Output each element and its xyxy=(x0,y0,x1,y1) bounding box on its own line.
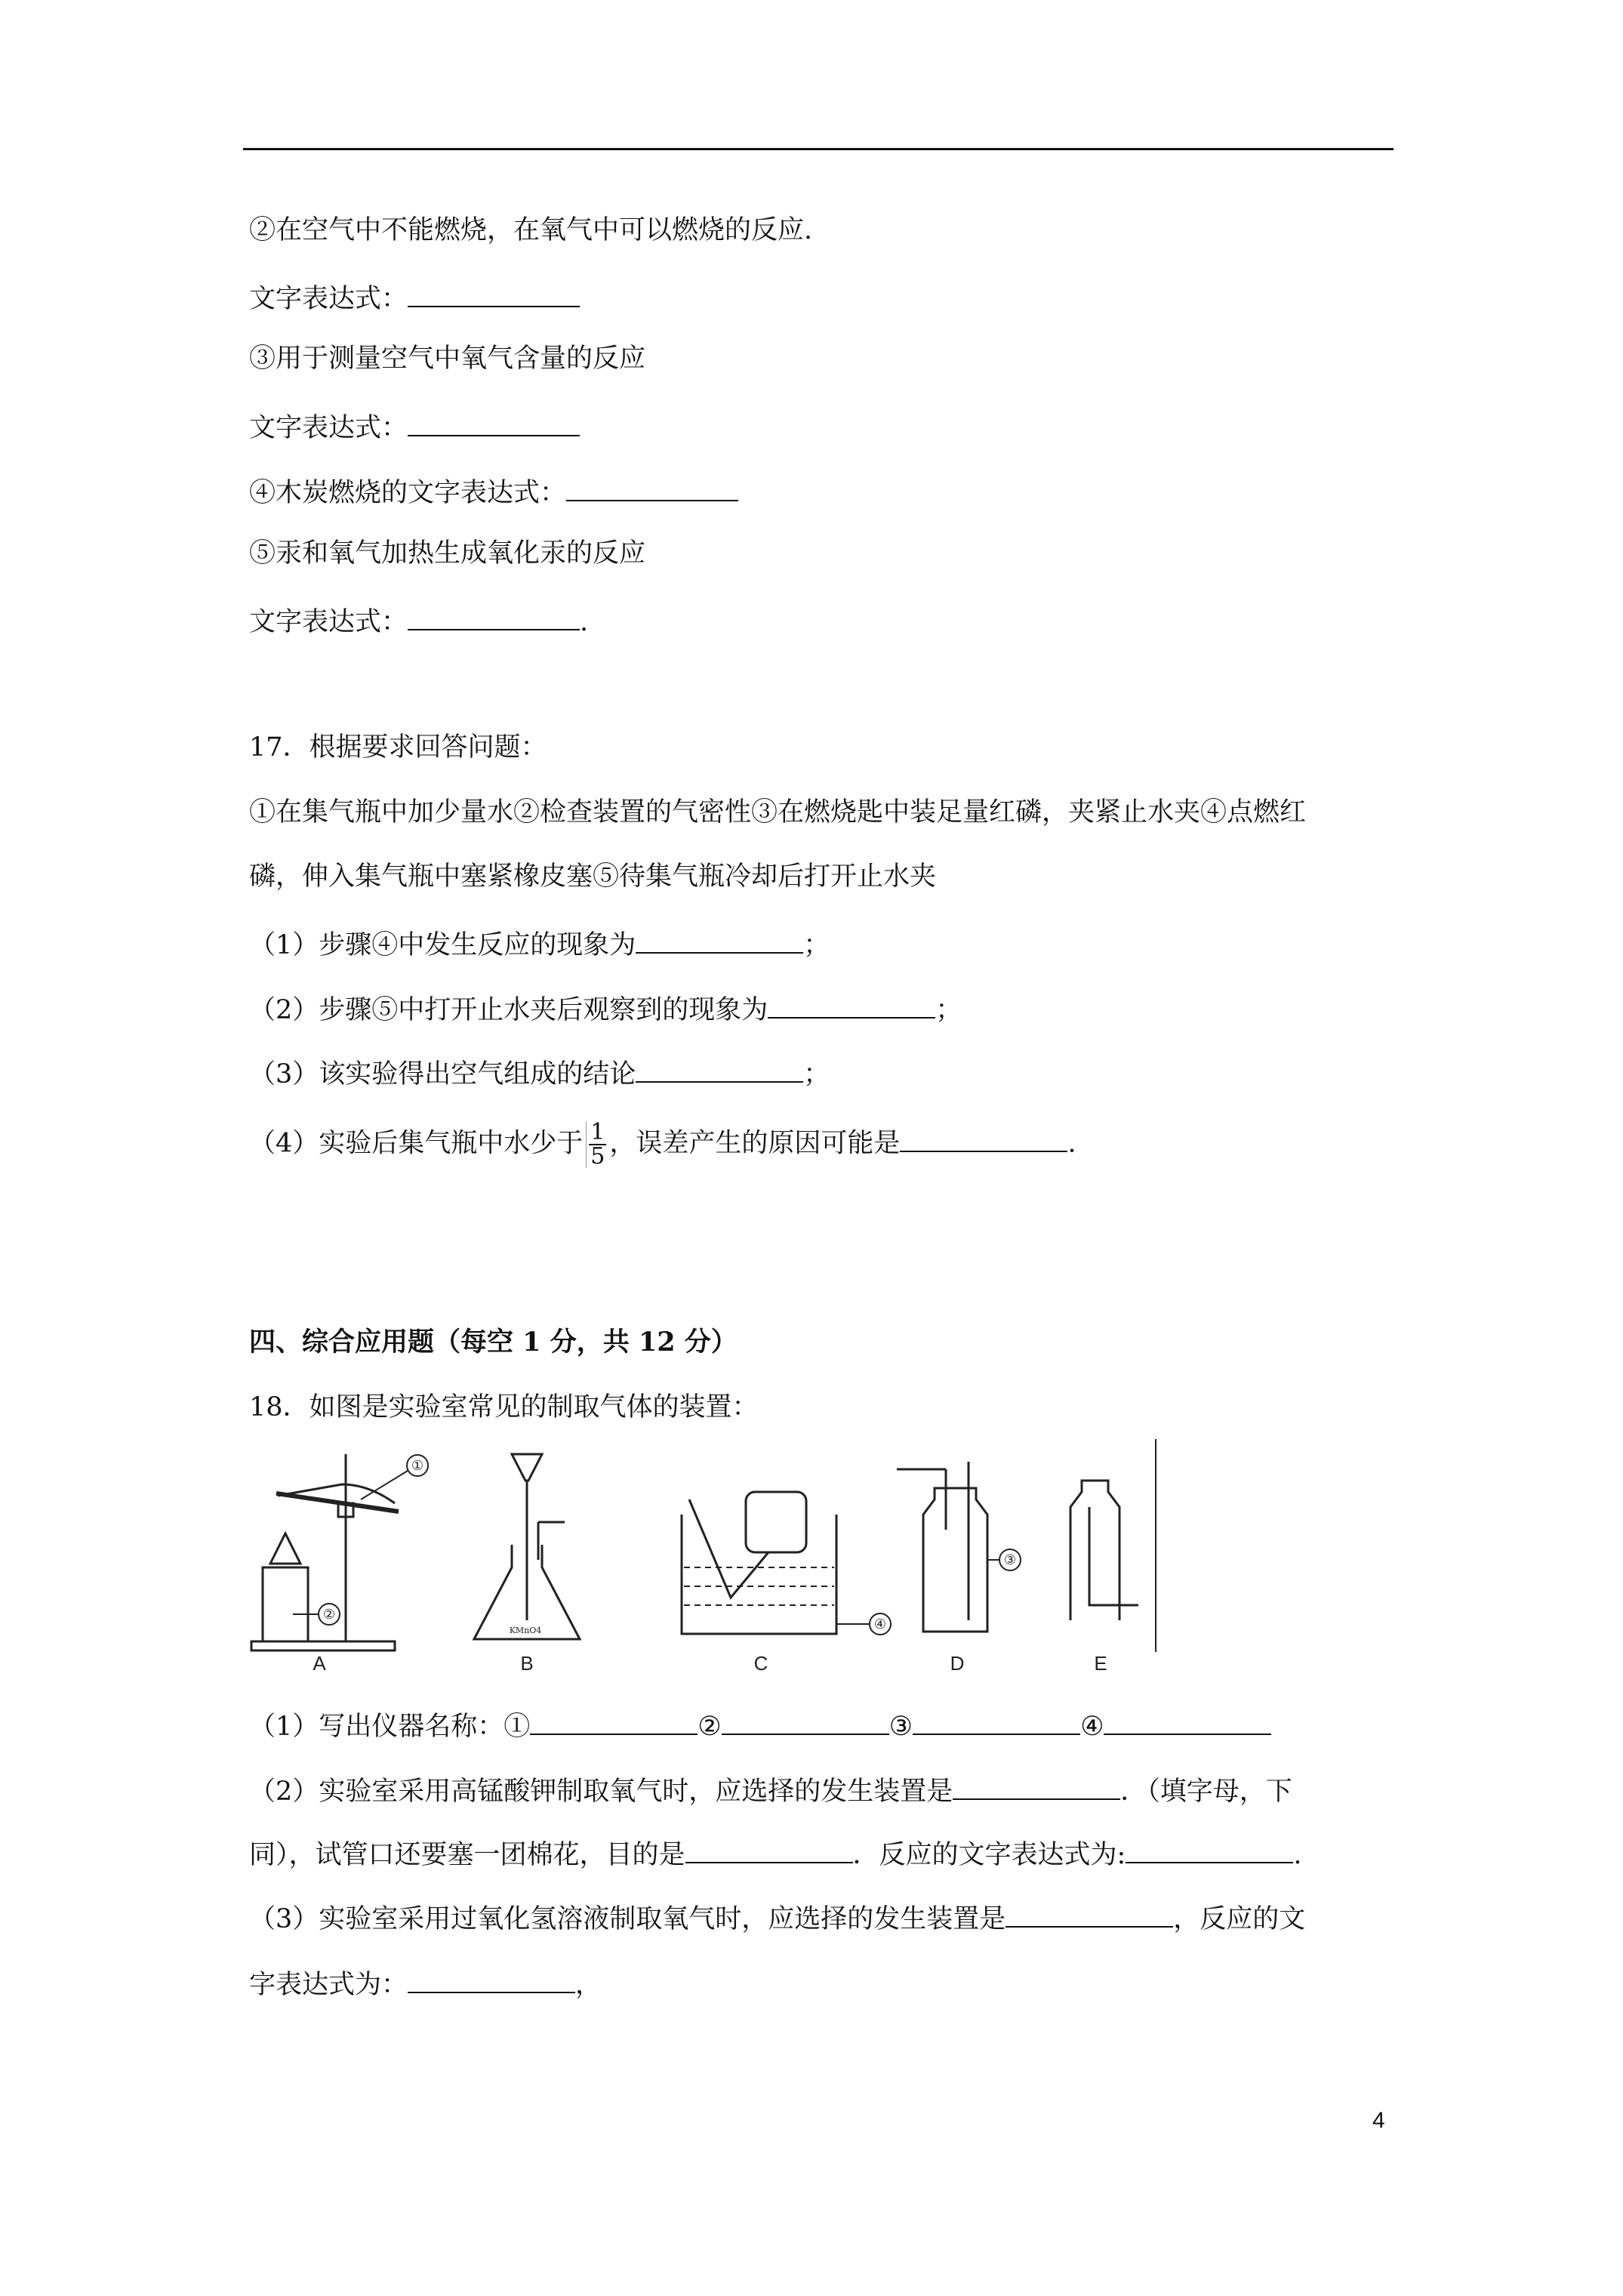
q18-sub3-line2: 字表达式为： ， xyxy=(249,1965,602,2002)
svg-text:③: ③ xyxy=(1003,1552,1017,1568)
apparatus-A xyxy=(251,1454,428,1672)
svg-text:KMnO4: KMnO4 xyxy=(509,1626,542,1635)
svg-text:D: D xyxy=(950,1652,965,1672)
header-rule xyxy=(243,148,1394,150)
q16-item-3-expression: 文字表达式： xyxy=(249,408,580,445)
answer-blank[interactable] xyxy=(408,408,580,436)
answer-blank[interactable] xyxy=(1006,1899,1173,1928)
answer-blank[interactable] xyxy=(636,1054,803,1083)
answer-blank[interactable] xyxy=(1104,1706,1271,1735)
q18-sub1: （1）写出仪器名称：① ② ③ ④ xyxy=(249,1706,1271,1743)
q18-sub2-line1: （2）实验室采用高锰酸钾制取氧气时，应选择的发生装置是 ．（填字母，下 xyxy=(249,1771,1292,1808)
answer-blank[interactable] xyxy=(1126,1835,1293,1863)
q17-sub4: （4）实验后集气瓶中水少于 $\frac{1}{5}$ ，误差产生的原因可能是 . xyxy=(249,1119,1076,1170)
answer-blank[interactable] xyxy=(953,1771,1120,1800)
q17-title: 17．根据要求回答问题： xyxy=(249,732,547,763)
q16-item-2-expression: 文字表达式： xyxy=(249,279,580,316)
svg-text:A: A xyxy=(313,1652,326,1672)
q16-item-3: ③用于测量空气中氧气含量的反应 xyxy=(249,344,646,374)
svg-text:C: C xyxy=(753,1652,768,1672)
answer-blank[interactable] xyxy=(408,602,580,630)
q18-sub2-line2: 同），试管口还要塞一团棉花，目的是 ．反应的文字表达式为: . xyxy=(249,1835,1301,1872)
answer-blank[interactable] xyxy=(636,925,803,954)
svg-text:②: ② xyxy=(322,1607,336,1623)
q16-item-5: ⑤汞和氧气加热生成氧化汞的反应 xyxy=(249,538,646,569)
apparatus-C xyxy=(682,1492,891,1672)
q16-item-2: ②在空气中不能燃烧，在氧气中可以燃烧的反应. xyxy=(249,215,813,245)
answer-blank[interactable] xyxy=(408,1965,575,1993)
svg-text:B: B xyxy=(520,1652,534,1672)
q16-item-5-expression: 文字表达式： . xyxy=(249,602,588,639)
answer-blank[interactable] xyxy=(408,279,580,307)
gas-apparatus-figure xyxy=(248,1439,1158,1672)
page-number: 4 xyxy=(1372,2108,1385,2133)
svg-text:E: E xyxy=(1094,1652,1107,1672)
q16-item-4: ④木炭燃烧的文字表达式： xyxy=(249,473,738,510)
svg-text:①: ① xyxy=(411,1458,424,1474)
answer-blank[interactable] xyxy=(900,1123,1067,1152)
q18-sub3-line1: （3）实验室采用过氧化氢溶液制取氧气时，应选择的发生装置是 ，反应的文 xyxy=(249,1899,1305,1936)
answer-blank[interactable] xyxy=(530,1706,698,1735)
fraction-one-fifth: $\frac{1}{5}$ xyxy=(586,1121,606,1168)
q17-steps-line1: ①在集气瓶中加少量水②检查装置的气密性③在燃烧匙中装足量红磷，夹紧止水夹④点燃红 xyxy=(249,797,1307,827)
apparatus-D xyxy=(897,1462,1021,1672)
answer-blank[interactable] xyxy=(685,1835,853,1863)
apparatus-B xyxy=(474,1454,580,1672)
q17-sub1: （1）步骤④中发生反应的现象为 ； xyxy=(249,925,830,962)
answer-blank[interactable] xyxy=(768,990,935,1019)
section-4-heading: 四、综合应用题（每空 1 分，共 12 分） xyxy=(249,1327,738,1358)
answer-blank[interactable] xyxy=(913,1706,1080,1735)
q17-steps-line2: 磷，伸入集气瓶中塞紧橡皮塞⑤待集气瓶冷却后打开止水夹 xyxy=(249,861,937,892)
q17-sub2: （2）步骤⑤中打开止水夹后观察到的现象为 ； xyxy=(249,990,962,1027)
q17-sub3: （3）该实验得出空气组成的结论 ； xyxy=(249,1054,830,1091)
svg-text:④: ④ xyxy=(873,1616,887,1632)
answer-blank[interactable] xyxy=(722,1706,889,1735)
apparatus-E xyxy=(1070,1481,1138,1672)
q18-title: 18．如图是实验室常见的制取气体的装置： xyxy=(249,1392,759,1422)
answer-blank[interactable] xyxy=(566,473,738,501)
